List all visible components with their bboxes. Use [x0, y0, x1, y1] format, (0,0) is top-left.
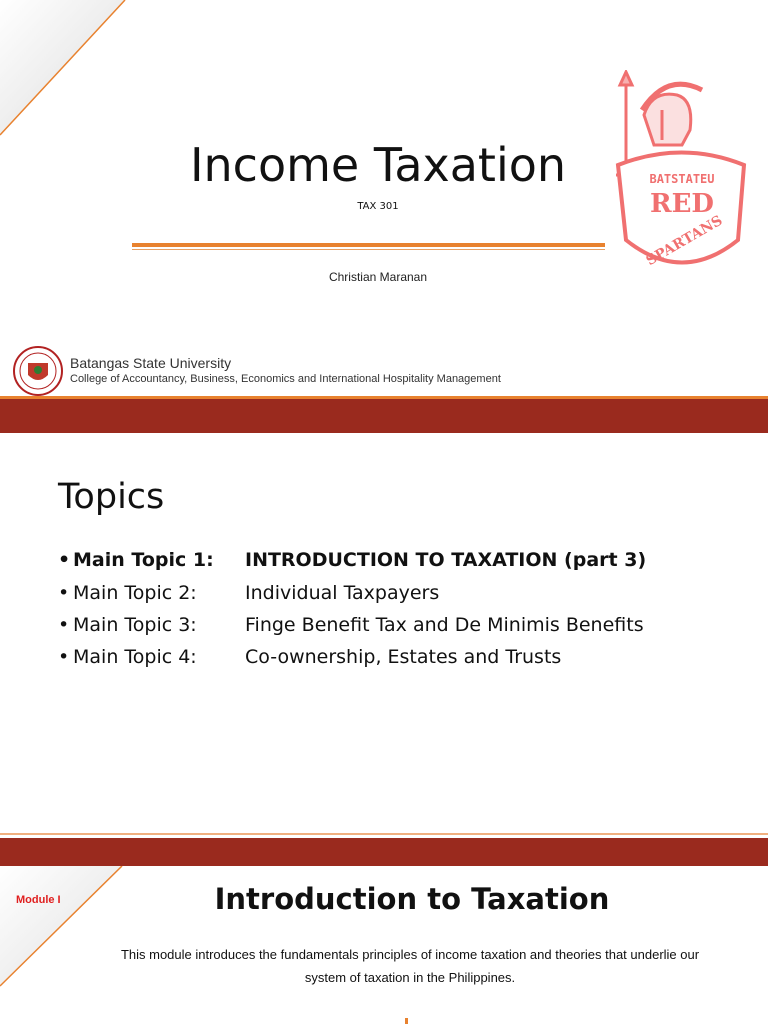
topic-label: Main Topic 4: [73, 646, 197, 668]
bullet: • [58, 582, 70, 604]
topic-text: Individual Taxpayers [245, 582, 440, 604]
mascot-text-bottom: SPARTANS [643, 212, 726, 270]
top-accent-line [0, 833, 768, 835]
bullet: • [58, 614, 70, 636]
topic-text: Co-ownership, Estates and Trusts [245, 646, 562, 668]
topic-text: Finge Benefit Tax and De Minimis Benefits [245, 614, 644, 636]
title-divider-thin [132, 249, 605, 250]
title-divider [132, 243, 605, 247]
college-name: College of Accountancy, Business, Economics and International Hospitality Management [70, 373, 501, 385]
presentation-title: Income Taxation [189, 138, 567, 192]
module-title: Introduction to Taxation [214, 882, 610, 916]
topics-slide [0, 399, 768, 833]
topic-text: INTRODUCTION TO TAXATION (part 3) [245, 549, 647, 571]
title-slide [0, 0, 768, 400]
header-band [0, 838, 768, 866]
bullet: • [58, 646, 70, 668]
topic-item-4 [58, 646, 561, 668]
topic-item-2 [58, 582, 439, 604]
topic-item-3 [58, 614, 644, 636]
topic-label: Main Topic 2: [73, 582, 197, 604]
corner-fold-decoration [0, 0, 160, 160]
topic-label: Main Topic 1: [73, 549, 214, 571]
university-name: Batangas State University [70, 355, 232, 371]
topic-item-1 [58, 549, 646, 571]
mascot-text-mid: RED [650, 189, 714, 219]
module-slide [0, 833, 768, 1024]
module-label: Module I [16, 894, 61, 906]
course-code: TAX 301 [357, 201, 399, 212]
bullet: • [58, 549, 71, 571]
red-spartans-mascot-logo [612, 70, 752, 290]
topic-label: Main Topic 3: [73, 614, 197, 636]
mascot-text-top: BATSTATEU [649, 172, 715, 186]
university-seal-logo [12, 345, 64, 397]
module-description: This module introduces the fundamentals principles of income taxation and theories that underlie our system of taxation in the Philippines. [120, 947, 700, 985]
bottom-accent-tick [405, 1018, 408, 1024]
topics-title: Topics [58, 477, 165, 517]
author-name: Christian Maranan [328, 270, 428, 284]
header-band [0, 399, 768, 433]
